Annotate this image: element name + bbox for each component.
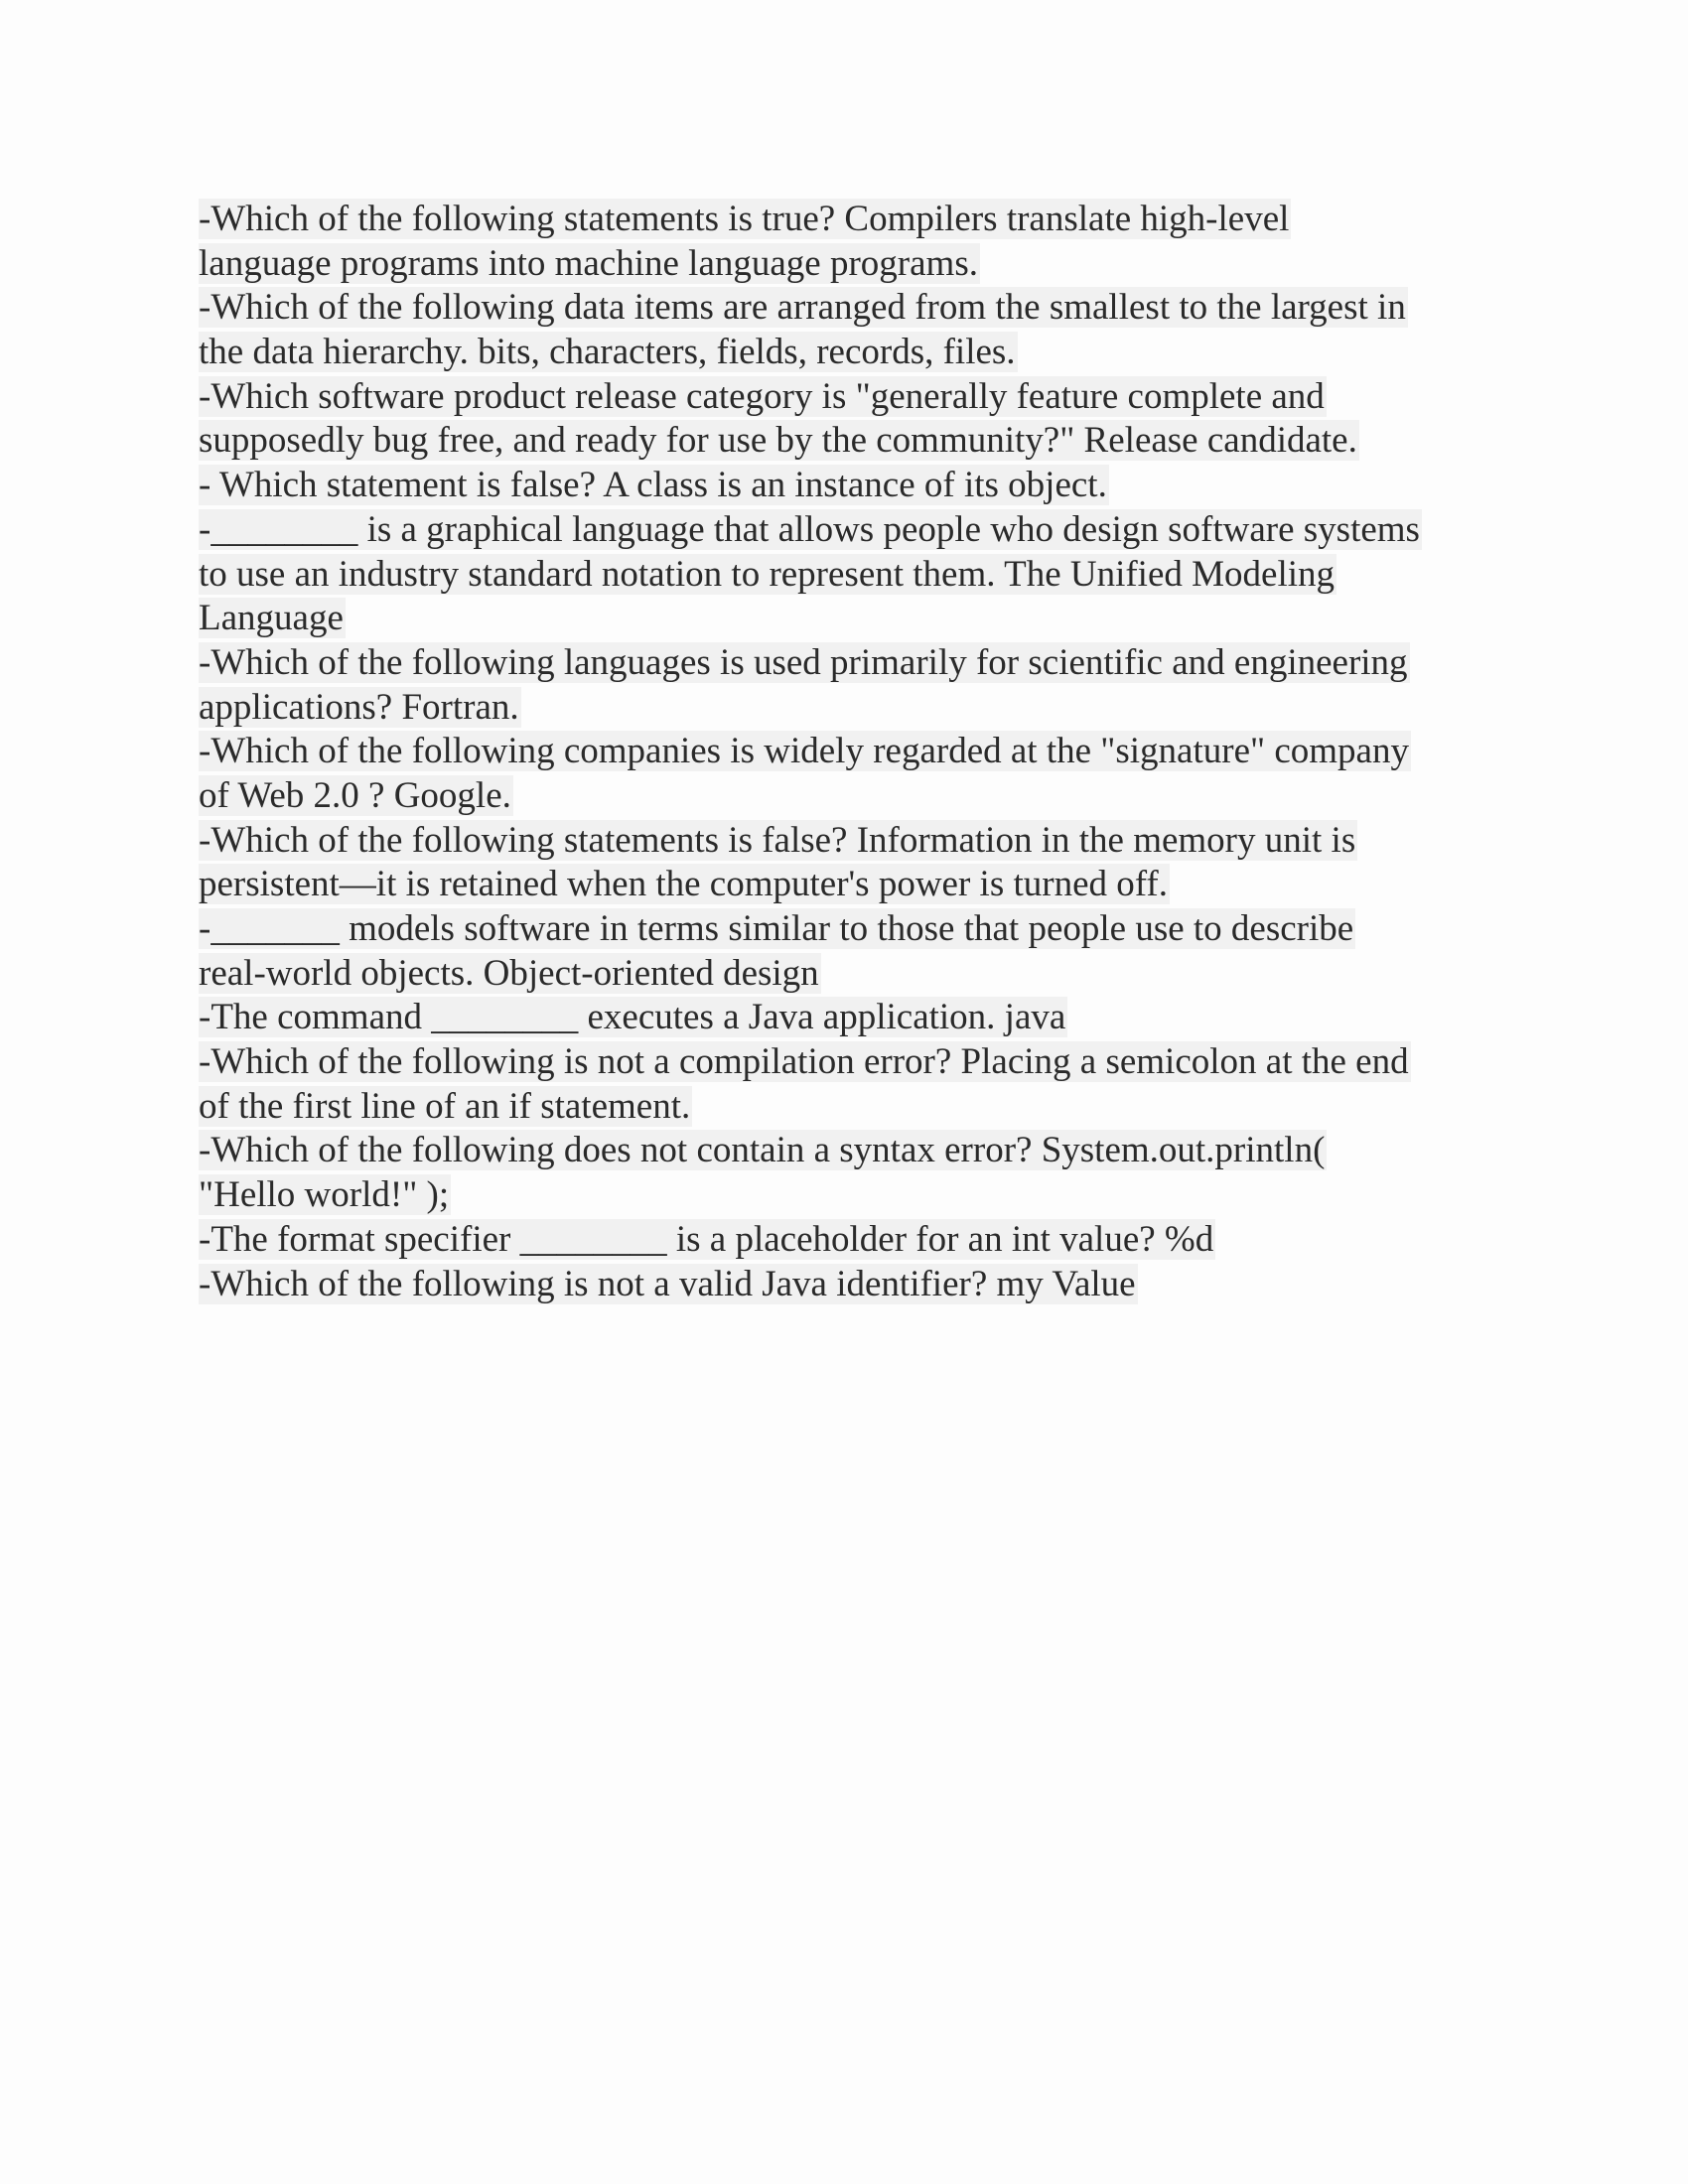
- text-line: the data hierarchy. bits, characters, fields, records, files.: [199, 332, 1016, 373]
- text-line: -Which software product release category is "generally feature complete and: [199, 375, 1325, 417]
- text-line: of Web 2.0 ? Google.: [199, 774, 511, 816]
- text-line: -Which of the following statements is false? Information in the memory unit is: [199, 819, 1356, 861]
- text-line: -_______ models software in terms similar to those that people use to describe: [199, 908, 1354, 949]
- text-line: -Which of the following languages is used primarily for scientific and engineering: [199, 641, 1408, 683]
- text-line: -Which of the following is not a valid Java identifier? my Value: [199, 1263, 1136, 1304]
- text-line: -Which of the following statements is true? Compilers translate high-level: [199, 199, 1290, 239]
- text-line: "Hello world!" );: [199, 1174, 450, 1216]
- text-line: real-world objects. Object-oriented design: [199, 952, 819, 994]
- text-line: -The command ________ executes a Java application. java: [199, 997, 1066, 1038]
- text-line: -Which of the following does not contain a syntax error? System.out.println(: [199, 1130, 1326, 1171]
- text-line: Language: [199, 598, 344, 639]
- text-line: -________ is a graphical language that allows people who design software systems: [199, 508, 1420, 550]
- text-line: of the first line of an if statement.: [199, 1085, 691, 1127]
- text-line: - Which statement is false? A class is an instance of its object.: [199, 465, 1107, 506]
- text-line: -Which of the following data items are arranged from the smallest to the largest in: [199, 287, 1406, 329]
- text-line: persistent—it is retained when the computer's power is turned off.: [199, 864, 1168, 905]
- document-body: [199, 198, 1489, 1306]
- text-line: applications? Fortran.: [199, 686, 519, 728]
- text-line: supposedly bug free, and ready for use by the community?" Release candidate.: [199, 420, 1357, 462]
- text-line: -The format specifier ________ is a placeholder for an int value? %d: [199, 1218, 1214, 1260]
- text-line: to use an industry standard notation to represent them. The Unified Modeling: [199, 553, 1336, 595]
- text-line: -Which of the following companies is widely regarded at the "signature" company: [199, 731, 1409, 772]
- text-line: -Which of the following is not a compilation error? Placing a semicolon at the end: [199, 1041, 1409, 1083]
- text-line: language programs into machine language programs.: [199, 242, 978, 284]
